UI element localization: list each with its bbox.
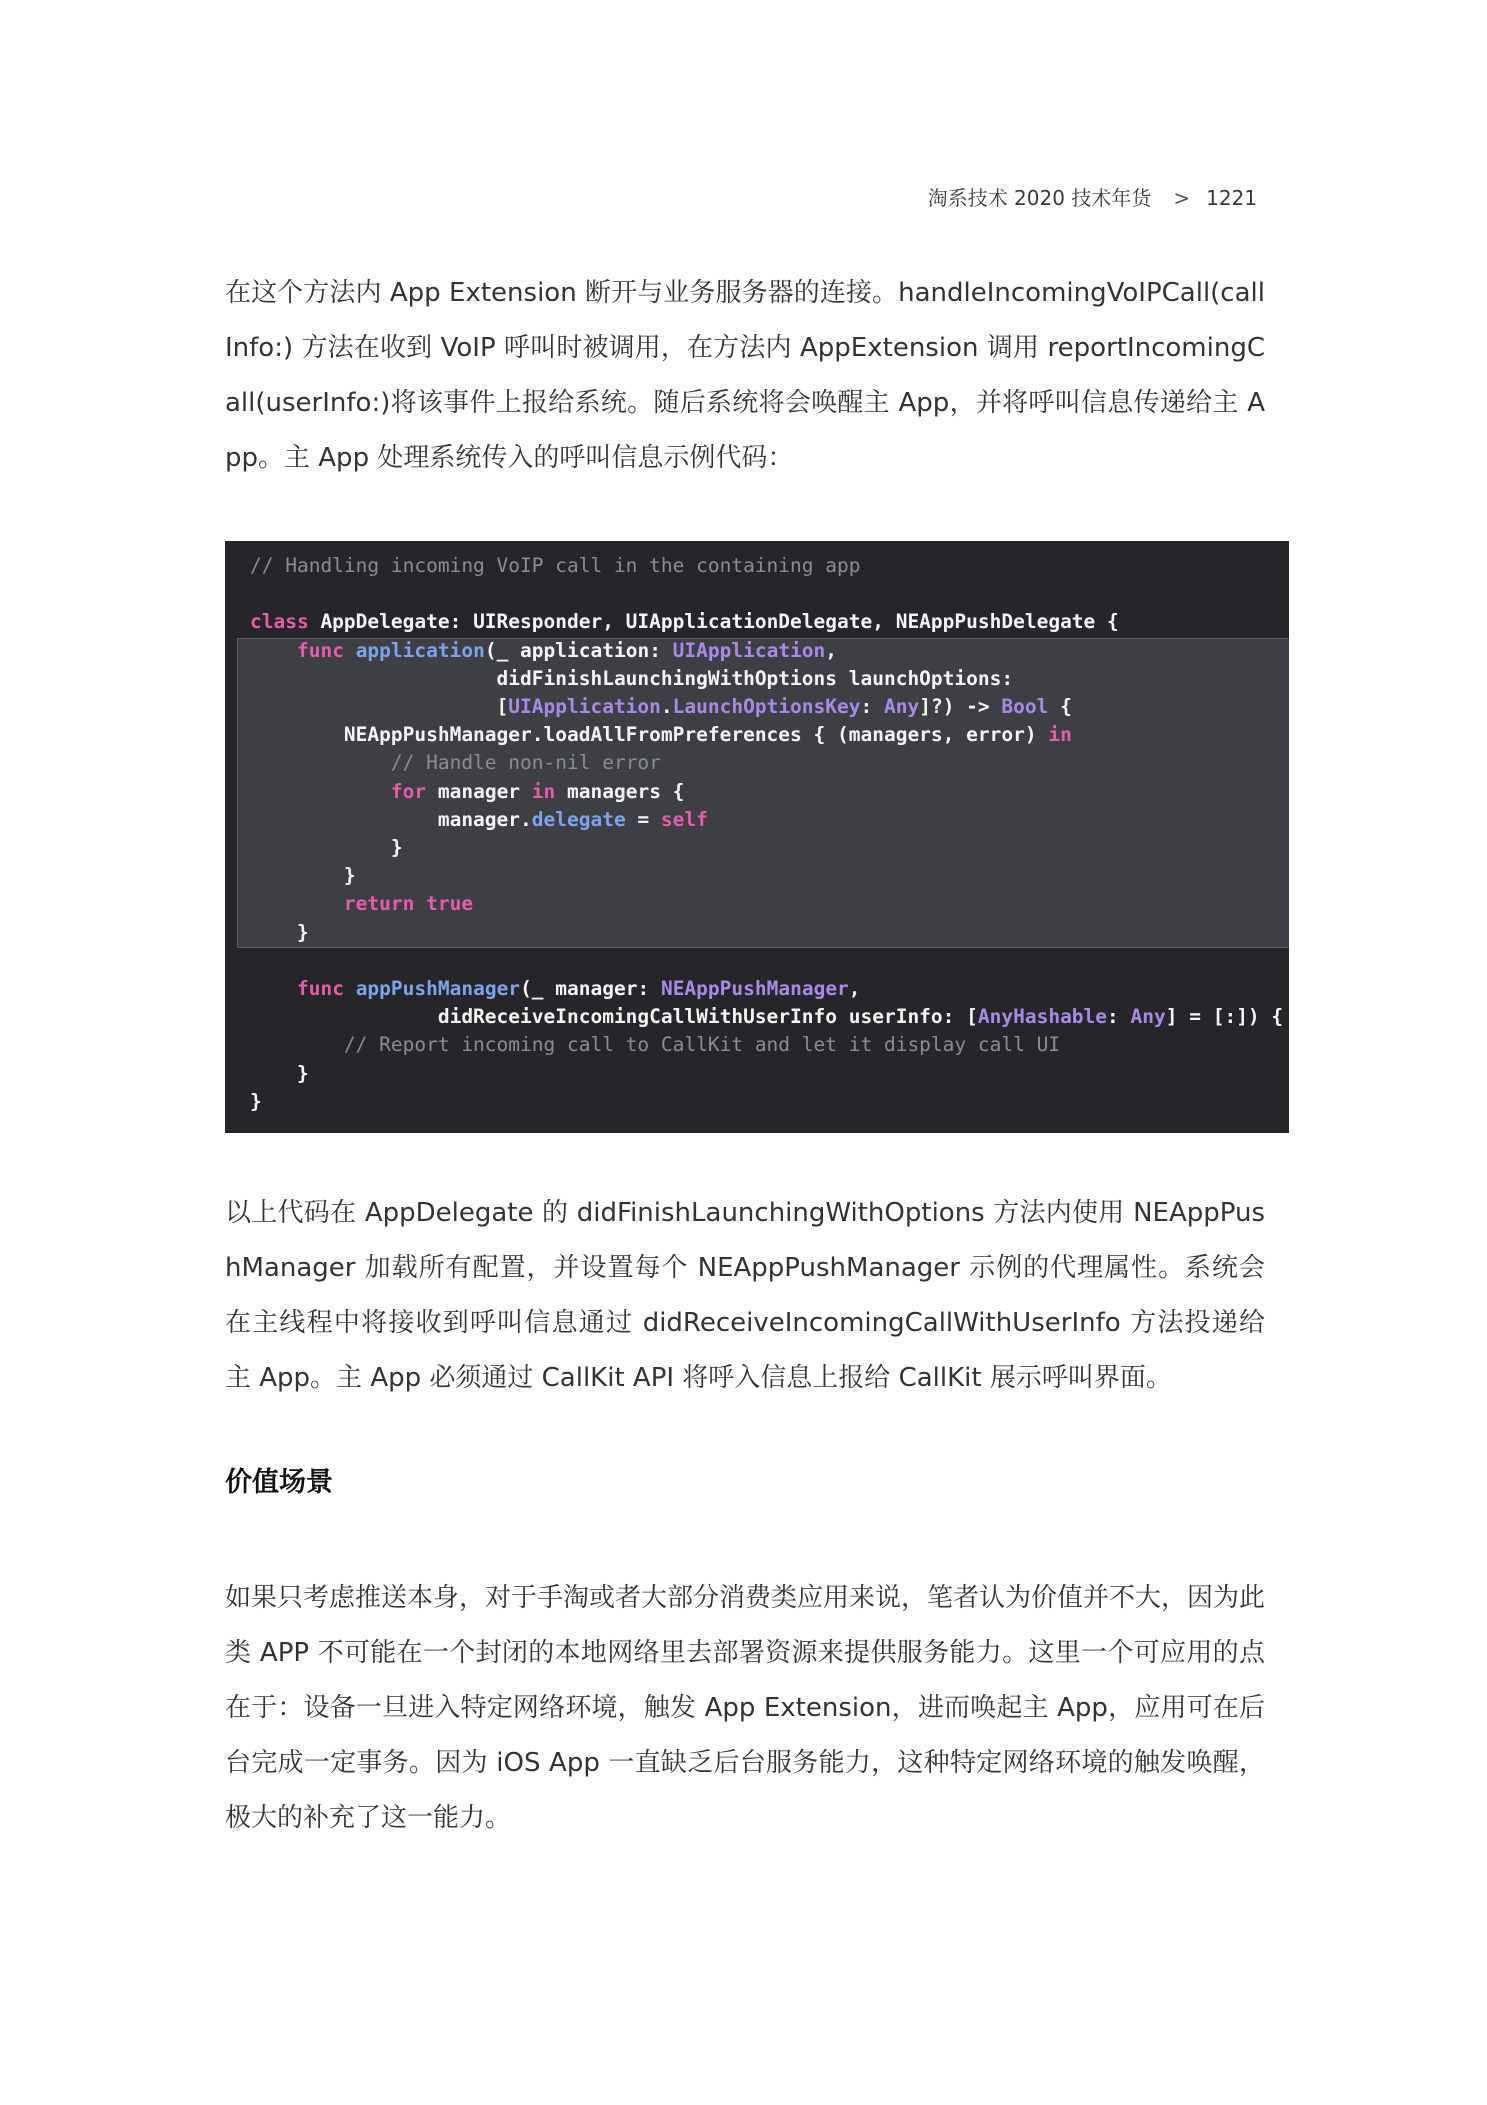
code-block bbox=[225, 541, 1289, 1133]
value-scenario-paragraph: 如果只考虑推送本身，对于手淘或者大部分消费类应用来说，笔者认为价值并不大，因为此类 APP 不可能在一个封闭的本地网络里去部署资源来提供服务能力。这里一个可应用的点在于：设备一旦进入特定网络环境，触发 App Extension，进而唤起主 App，应用可在后台完成一定事务。因为 iOS App 一直缺乏后台服务能力，这种特定网络环境的触发唤醒，极大的补充了这一能力。 bbox=[225, 1583, 1266, 1833]
explanation-paragraph: 以上代码在 AppDelegate 的 didFinishLaunchingWithOptions 方法内使用 NEAppPushManager 加载所有配置，并设置每个 NEAppPushManager 示例的代理属性。系统会在主线程中将接收到呼叫信息通过 didReceiveIncomingCallWithUserInfo 方法投递给主 App。主 App 必须通过 CallKit API 将呼入信息上报给 CallKit 展示呼叫界面。 bbox=[225, 1198, 1265, 1393]
page-number: 1221 bbox=[1206, 186, 1257, 210]
header-title: 淘系技术 2020 技术年货 bbox=[927, 186, 1152, 210]
code-text: // Handling incoming VoIP call in the containing app class AppDelegate: UIResponder, UIApplicationDelegate, NEAppPushDelegate { func application(_ application: UIApplication, didFinishLaunchingWithOptions launchOptions: [UIApplication.LaunchOptionsKey: Any]?) -> Bool { NEAppPushManager.loadAllFromPreferences { (managers, error) in // Handle non-nil error for manager in managers { manager.delegate = self } } return true } func appPushManager(_ manager: NEAppPushManager, didReceiveIncomingCallWithUserInfo userInfo: [AnyHashable: Any] = [:]) { // Report incoming call to CallKit and let it display call UI } } bbox=[250, 554, 1284, 1113]
header-separator: > bbox=[1173, 186, 1191, 210]
intro-paragraph: 在这个方法内 App Extension 断开与业务服务器的连接。handleIncomingVoIPCall(callInfo:) 方法在收到 VoIP 呼叫时被调用，在方法内 AppExtension 调用 reportIncomingCall(userInfo:)将该事件上报给系统。随后系统将会唤醒主 App，并将呼叫信息传递给主 App。主 App 处理系统传入的呼叫信息示例代码： bbox=[225, 278, 1265, 473]
page-header bbox=[928, 182, 1257, 211]
section-heading: 价值场景 bbox=[225, 1467, 333, 1498]
